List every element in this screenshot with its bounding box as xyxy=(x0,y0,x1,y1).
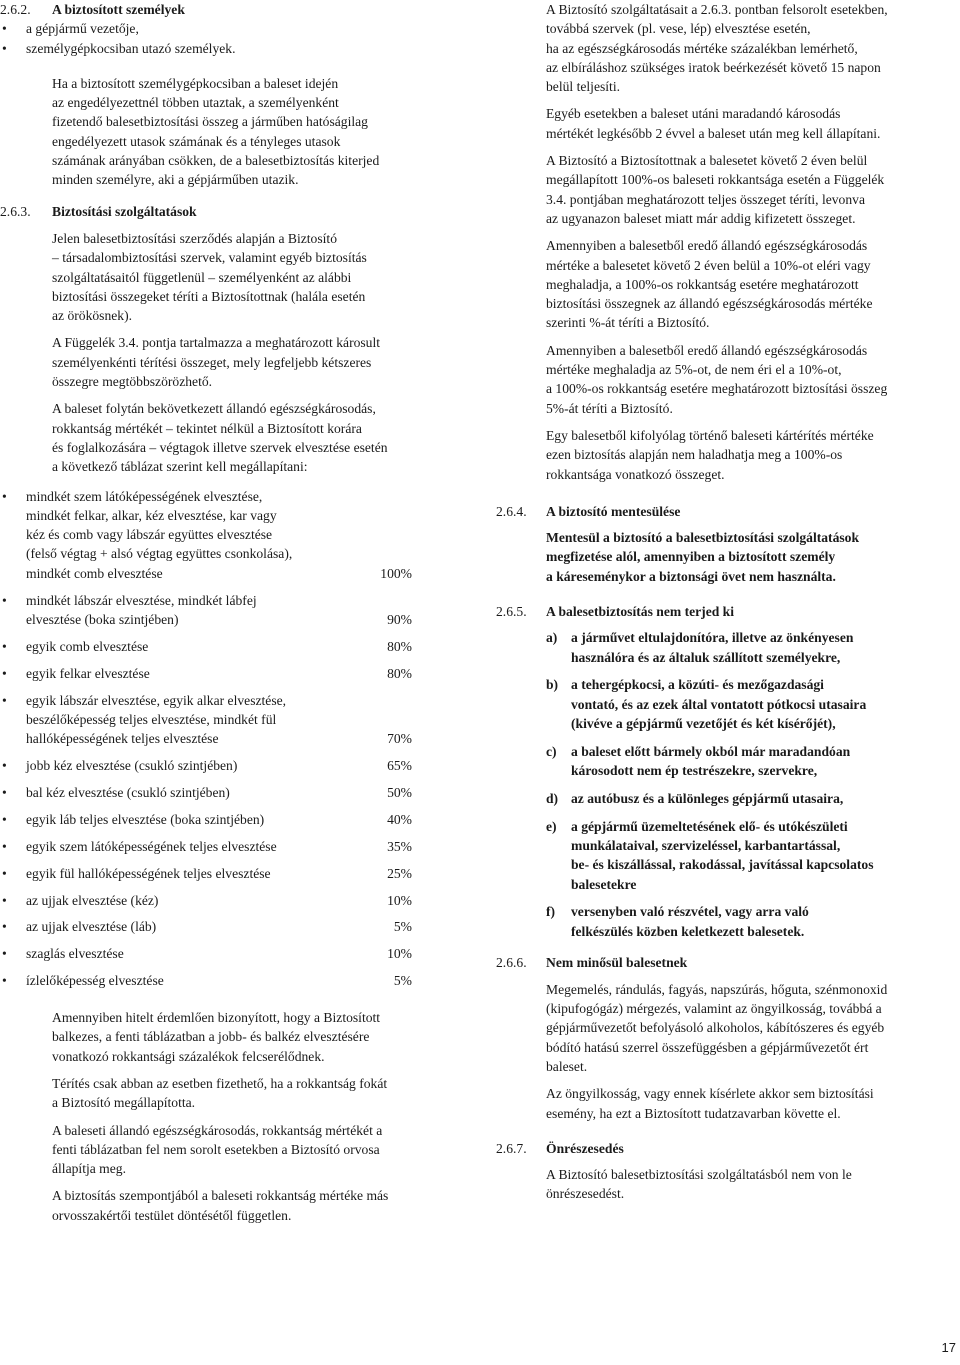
table-row xyxy=(0,810,412,829)
paragraph: A baleseti állandó egészségkárosodás, rokkantság mértékét a fenti táblázatban fel nem sorolt esetekben a Biztosító orvosa állapítja meg. xyxy=(52,1122,383,1177)
injury-description: • bal kéz elvesztése (csukló szintjében) xyxy=(26,784,230,800)
injury-description: • az ujjak elvesztése (kéz) xyxy=(26,892,159,908)
list-item: • személygépkocsiban utazó személyek. xyxy=(0,39,468,58)
injury-description: • jobb kéz elvesztése (csukló szintjében) xyxy=(26,758,238,774)
injury-description: • egyik szem látóképességének teljes elvesztése xyxy=(26,838,277,854)
list-item: e) a gépjármű üzemeltetésének elő- és utókészületi munkálataival, szervizeléssel, karbantartással, be- és kiszállással, rakodással, javítással kapcsolatos balesetekre xyxy=(546,818,874,892)
page-number: 17 xyxy=(941,1339,956,1355)
paragraph: Ha a biztosított személygépkocsiban a baleset idején az engedélyezettnél többen utaztak, a személyenként fizetendő balesetbiztosítási összeg a járműben hatóságilag engedélyezett utasok számának és a tényleges utasok számának arányában csökken, de a balesetbiztosítás kiterjed minden személyre, aki a gépjárműben utazik. xyxy=(52,75,380,188)
section-2-6-3-heading xyxy=(0,202,468,221)
paragraph: Amennyiben a balesetből eredő állandó egészségkárosodás mértéke a balesetet követő 2 éven belül a 10%-ot eléri vagy meghaladja, a 100%-os rokkantság esetére meghatározott biztosítási összegnek az állandó egészségkárosodás mértéke szerinti %-át téríti a Biztosító. xyxy=(546,238,873,331)
paragraph: Amennyiben hitelt érdemlően bizonyított, hogy a Biztosított balkezes, a fenti táblázatban a jobb- és balkéz elvesztésére vonatkozó rokkantsági százalékok felcserélődnek. xyxy=(52,1010,381,1064)
injury-description: • egyik felkar elvesztése xyxy=(26,665,150,681)
insured-persons-list xyxy=(0,19,468,58)
section-title: A biztosított személyek xyxy=(52,2,185,17)
paragraph: Egyéb esetekben a baleset utáni maradandó károsodás mértékét legkésőbb 2 évvel a baleset után meg kell állapítani. xyxy=(546,106,881,141)
table-row xyxy=(0,837,412,856)
paragraph: A biztosítás szempontjából a baleseti rokkantság mértéke más orvosszakértői testület döntésétől független. xyxy=(52,1188,389,1223)
exemption-text: Mentesül a biztosító a balesetbiztosítási szolgáltatások megfizetése alól, amennyiben a biztosított személy a káreseménykor a biztonsági övet nem használta. xyxy=(546,530,860,584)
list-item: a) a járművet eltulajdonítóra, illetve az önkényesen használóra és az általuk szállított személyekre, xyxy=(546,630,854,665)
section-2-6-7-heading xyxy=(496,1139,956,1158)
disability-percent: 100% xyxy=(380,565,412,581)
section-number: 2.6.7. xyxy=(496,1140,527,1156)
injury-description: • mindkét lábszár elvesztése, mindkét lábfej elvesztése (boka szintjében) xyxy=(26,592,257,627)
table-row xyxy=(0,864,412,883)
paragraph: A Biztosító balesetbiztosítási szolgáltatásból nem von le önrészesedést. xyxy=(546,1167,852,1202)
paragraph: A baleset folytán bekövetkezett állandó egészségkárosodás, rokkantság mértékét – tekintet nélkül a Biztosított korára és foglalkozására – végtagok illetve szervek elvesztése esetén a következő táblázat szerint kell megállapítani: xyxy=(52,401,388,475)
section-number: 2.6.5. xyxy=(496,604,527,620)
paragraph: Az öngyilkosság, vagy ennek kísérlete akkor sem biztosítási esemény, ha ezt a Biztosított tudatzavarban követte el. xyxy=(546,1086,874,1121)
table-row xyxy=(0,971,412,990)
section-2-6-5-heading xyxy=(496,602,956,621)
right-column xyxy=(496,0,956,1204)
paragraph: A Biztosító a Biztosítottnak a balesetet követő 2 éven belül megállapított 100%-os baleseti rokkantsága esetén a Függelék 3.4. pontjában meghatározott teljes összeget téríti, levonva az ugyanazon baleset miatt már addig kifizetett összeget. xyxy=(546,153,885,226)
item-letter: a) xyxy=(546,630,558,646)
disability-percent: 35% xyxy=(387,838,412,854)
disability-percent: 70% xyxy=(387,731,412,747)
section-number: 2.6.2. xyxy=(0,2,31,17)
item-letter: b) xyxy=(546,677,559,693)
disability-percent: 5% xyxy=(393,919,412,935)
paragraph: Amennyiben a balesetből eredő állandó egészségkárosodás mértéke meghaladja az 5%-ot, de nem éri el a 10%-ot, a 100%-os rokkantság esetére meghatározott biztosítási összeg 5%-át téríti a Biztosító. xyxy=(546,342,888,416)
disability-percent: 10% xyxy=(387,892,412,908)
table-row xyxy=(0,691,412,749)
paragraph: A Biztosító szolgáltatásait a 2.6.3. pontban felsorolt esetekben, továbbá szervek (pl. vese, lép) elvesztése esetén, ha az egészségkárosodás mértéke százalékban lemérhető, az elbíráláshoz szükséges iratok beérkezését követő 15 napon belül teljesíti. xyxy=(546,2,888,95)
table-row xyxy=(0,637,412,656)
section-title: Nem minősül balesetnek xyxy=(546,955,688,971)
list-item: • a gépjármű vezetője, xyxy=(0,19,468,38)
table-row xyxy=(0,917,412,936)
item-letter: c) xyxy=(546,743,557,759)
injury-description: • egyik láb teljes elvesztése (boka szintjében) xyxy=(26,811,265,827)
table-row xyxy=(0,756,412,775)
section-number: 2.6.6. xyxy=(496,955,527,971)
left-column xyxy=(0,0,468,1225)
table-row xyxy=(0,944,412,963)
injury-description: • egyik lábszár elvesztése, egyik alkar elvesztése, beszélőképesség teljes elvesztése, mindkét fül hallóképességének teljes elvesztése xyxy=(26,692,287,747)
section-title: Biztosítási szolgáltatások xyxy=(52,203,197,219)
injury-description: • szaglás elvesztése xyxy=(26,946,124,962)
paragraph: Megemelés, rándulás, fagyás, napszúrás, hőguta, szénmonoxid (kipufogógáz) mérgezés, valamint az öngyilkosság, továbbá a gépjárművezetőt befolyásoló alkoholos, kábítószeres és egyéb bódító hatású szerrel összefüggésben a gépjárművezetőt ért baleset. xyxy=(546,981,888,1074)
injury-description: • egyik fül hallóképességének teljes elvesztése xyxy=(26,865,271,881)
section-title: Önrészesedés xyxy=(546,1140,624,1156)
list-item: b) a tehergépkocsi, a közúti- és mezőgazdasági vontató, és az ezek által vontatott pótkocsi utasaira (kivéve a gépjármű vezetőjét és két kísérőjét), xyxy=(546,677,867,731)
disability-table xyxy=(0,487,412,991)
paragraph: Egy balesetből kifolyólag történő baleseti kártérítés mértéke ezen biztosítás alapján nem haladhatja meg a 100%-os rokkantsága vonatkozó összeget. xyxy=(546,427,874,482)
paragraph: A Függelék 3.4. pontja tartalmazza a meghatározott károsult személyenkénti térítési összeget, mely legfeljebb kétszeres összegre megtöbbszörözhető. xyxy=(52,335,381,390)
section-title: A biztosító mentesülése xyxy=(546,503,681,519)
table-row xyxy=(0,783,412,802)
section-2-6-4-heading xyxy=(496,502,956,521)
item-letter: d) xyxy=(546,790,559,806)
table-row xyxy=(0,664,412,683)
table-row xyxy=(0,487,412,583)
section-number: 2.6.4. xyxy=(496,503,527,519)
list-item: c) a baleset előtt bármely okból már maradandóan károsodott nem ép testrészekre, szervekre, xyxy=(546,743,851,779)
disability-percent: 65% xyxy=(387,758,412,774)
disability-percent: 40% xyxy=(387,811,412,827)
list-item: f) versenyben való részvétel, vagy arra való felkészülés közben keletkezett balesetek. xyxy=(546,904,809,939)
disability-percent: 90% xyxy=(387,611,412,627)
section-2-6-2-heading xyxy=(0,0,468,19)
disability-percent: 50% xyxy=(387,784,412,800)
paragraph: Jelen balesetbiztosítási szerződés alapján a Biztosító – társadalombiztosítási szervek, valamint egyéb biztosítás szolgáltatásaitól függetlenül – személyenként az alábbi biztosítási összegeket téríti a Biztosítottnak (halála esetén az örökösnek). xyxy=(52,230,367,324)
disability-percent: 80% xyxy=(387,638,412,654)
injury-description: • az ujjak elvesztése (láb) xyxy=(26,919,157,935)
table-row xyxy=(0,891,412,910)
section-number: 2.6.3. xyxy=(0,203,31,219)
disability-percent: 80% xyxy=(387,665,412,681)
disability-percent: 5% xyxy=(393,973,412,989)
exclusions-list xyxy=(546,628,956,941)
injury-description: • ízlelőképesség elvesztése xyxy=(26,973,164,989)
section-title: A balesetbiztosítás nem terjed ki xyxy=(546,604,735,620)
item-letter: f) xyxy=(546,904,556,920)
list-item: d) az autóbusz és a különleges gépjármű utasaira, xyxy=(546,789,956,808)
item-letter: e) xyxy=(546,818,557,834)
paragraph: Térítés csak abban az esetben fizethető, ha a rokkantság fokát a Biztosító megállapította. xyxy=(52,1075,388,1111)
disability-percent: 10% xyxy=(387,946,412,962)
disability-percent: 25% xyxy=(387,865,412,881)
injury-description: • mindkét szem látóképességének elvesztése, mindkét felkar, alkar, kéz elvesztése, kar vagy kéz és comb vagy lábszár együttes elvesztése (felső végtag + alsó végtag együttes csonkolása), mindkét comb elvesztése xyxy=(26,488,293,581)
injury-description: • egyik comb elvesztése xyxy=(26,638,149,654)
section-2-6-6-heading xyxy=(496,953,956,972)
table-row xyxy=(0,591,412,630)
